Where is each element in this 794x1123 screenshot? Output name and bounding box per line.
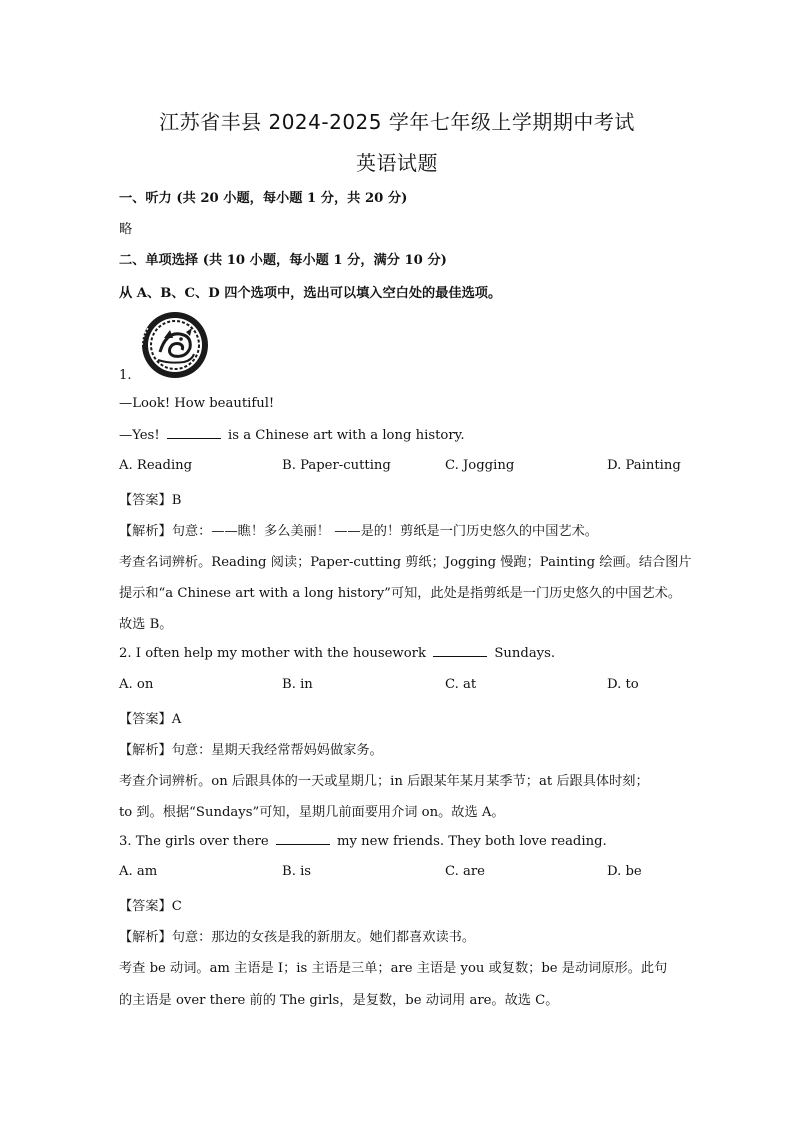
- question-3-option-d: D. be: [607, 864, 642, 879]
- answer-blank: [167, 427, 221, 439]
- question-1-line2-before: —Yes!: [119, 428, 160, 443]
- question-1-analysis-3: 提示和“a Chinese art with a long history”可知，此处是指剪纸是一门历史悠久的中国艺术。: [119, 586, 682, 601]
- question-1-line2-after: is a Chinese art with a long history.: [228, 428, 465, 443]
- question-3-stem-before: The girls over there: [135, 834, 269, 849]
- answer-blank: [433, 645, 487, 657]
- question-1-option-b: B. Paper-cutting: [282, 458, 391, 473]
- question-2-option-c: C. at: [445, 677, 477, 692]
- question-2-analysis-2: 考查介词辨析。on 后跟具体的一天或星期几；in 后跟某年某月某季节；at 后跟具体时刻；: [119, 774, 649, 789]
- question-1-option-c: C. Jogging: [445, 458, 515, 473]
- question-2-stem-after: Sundays.: [494, 646, 556, 661]
- question-1-answer: 【答案】B: [119, 493, 182, 508]
- question-1-option-a: A. Reading: [119, 458, 193, 473]
- question-2-analysis-3: to 到。根据“Sundays”可知，星期几前面要用介词 on。故选 A。: [119, 805, 505, 820]
- question-3-answer: 【答案】C: [119, 899, 182, 914]
- question-3-analysis-3: 的主语是 over there 前的 The girls，是复数，be 动词用 are。故选 C。: [119, 993, 559, 1008]
- section2-heading: 二、单项选择 (共 10 小题，每小题 1 分，满分 10 分): [119, 253, 447, 268]
- question-2-stem: [119, 645, 555, 661]
- question-2-analysis-1: 【解析】句意：星期天我经常帮妈妈做家务。: [119, 743, 383, 758]
- question-2-option-d: D. to: [607, 677, 639, 692]
- question-2-answer: 【答案】A: [119, 712, 182, 727]
- section1-note: 略: [119, 222, 133, 237]
- question-2-option-a: A. on: [119, 677, 154, 692]
- question-3-option-a: A. am: [119, 864, 158, 879]
- question-3-analysis-2: 考查 be 动词。am 主语是 I；is 主语是三单；are 主语是 you 或复数；be 是动词原形。此句: [119, 961, 668, 976]
- exam-title: 江苏省丰县 2024-2025 学年七年级上学期期中考试: [159, 110, 635, 134]
- question-1-line2: [119, 427, 465, 443]
- question-1-line1: —Look! How beautiful!: [119, 396, 275, 411]
- question-2-number: 2.: [119, 646, 132, 661]
- question-3-stem: [119, 833, 607, 849]
- question-3-stem-after: my new friends. They both love reading.: [337, 834, 607, 849]
- question-2-stem-before: I often help my mother with the housework: [135, 646, 426, 661]
- question-1-number: 1.: [119, 368, 132, 383]
- exam-subtitle: 英语试题: [356, 151, 438, 175]
- question-1-analysis-1: 【解析】句意：——瞧！多么美丽！ ——是的！剪纸是一门历史悠久的中国艺术。: [119, 524, 598, 539]
- section2-instruction: 从 A、B、C、D 四个选项中，选出可以填入空白处的最佳选项。: [119, 286, 502, 301]
- question-1-analysis-2: 考查名词辨析。Reading 阅读；Paper-cutting 剪纸；Jogging 慢跑；Painting 绘画。结合图片: [119, 555, 692, 570]
- question-3-analysis-1: 【解析】句意：那边的女孩是我的新朋友。她们都喜欢读书。: [119, 930, 476, 945]
- question-3-option-b: B. is: [282, 864, 312, 879]
- answer-blank: [276, 833, 330, 845]
- question-1-option-d: D. Painting: [607, 458, 681, 473]
- section1-heading: 一、听力 (共 20 小题，每小题 1 分，共 20 分): [119, 191, 408, 206]
- question-1-analysis-4: 故选 B。: [119, 617, 173, 632]
- question-3-option-c: C. are: [445, 864, 485, 879]
- paper-cutting-image: [140, 310, 210, 380]
- question-3-number: 3.: [119, 834, 132, 849]
- question-2-option-b: B. in: [282, 677, 313, 692]
